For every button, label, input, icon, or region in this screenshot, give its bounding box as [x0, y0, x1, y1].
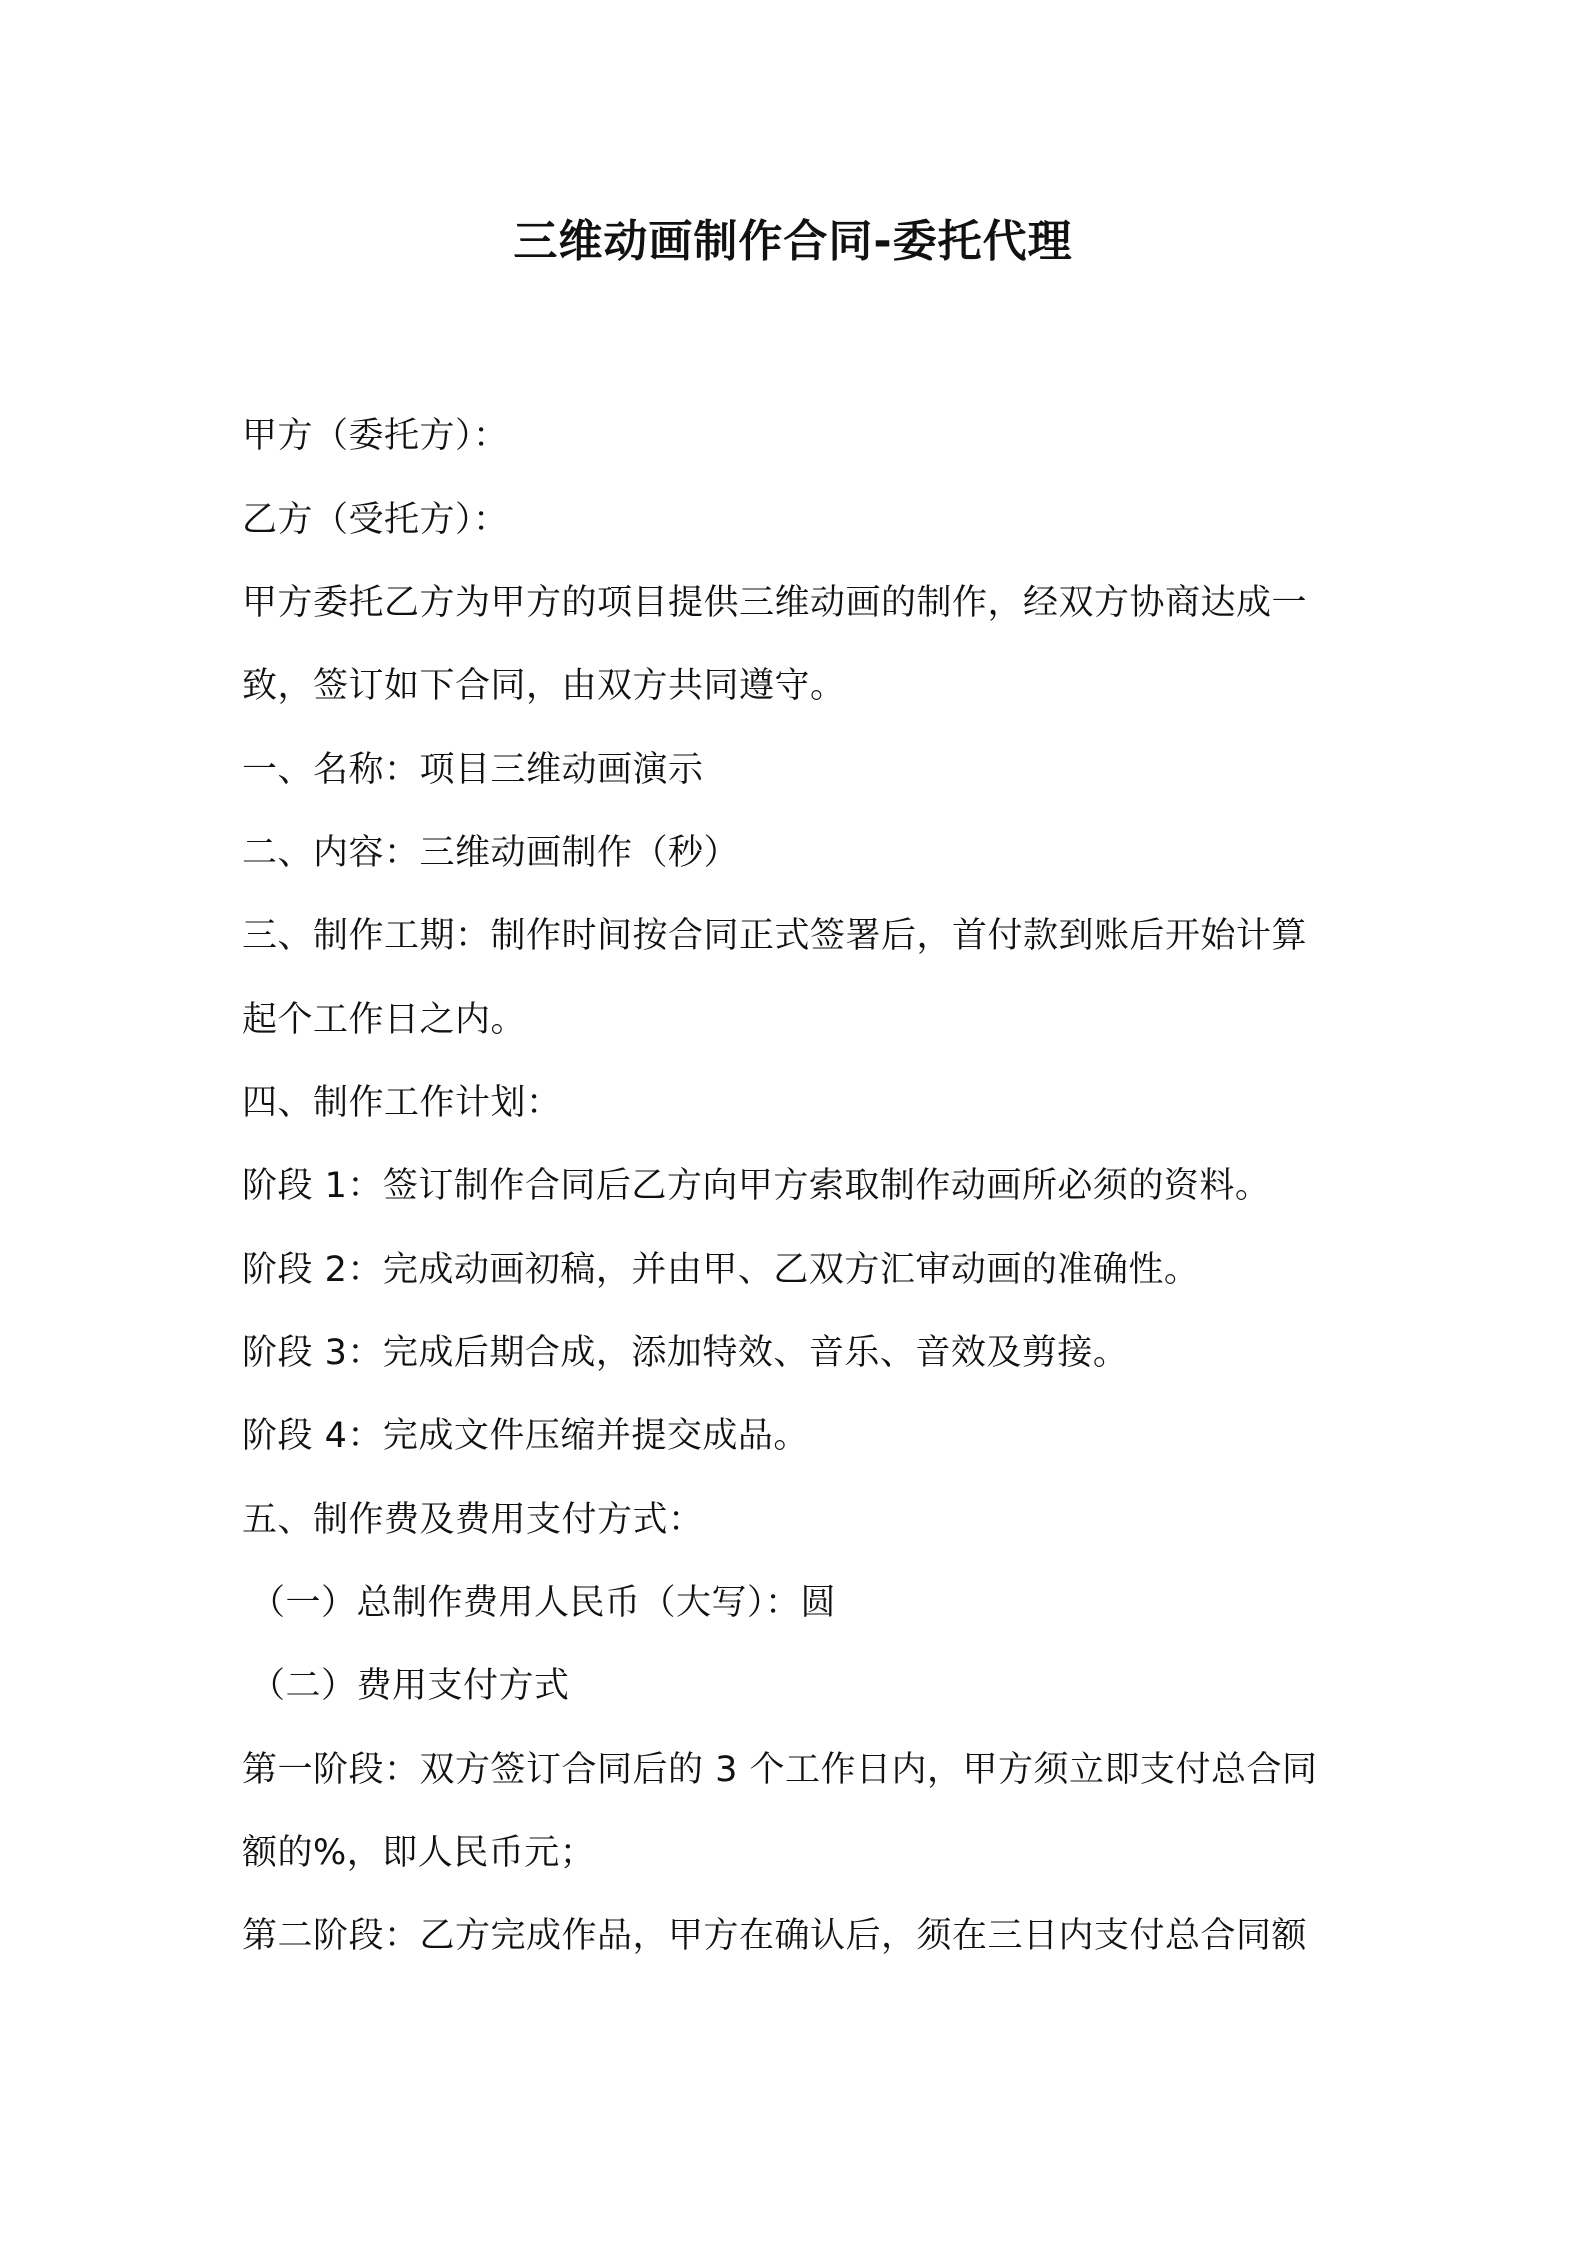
- preamble-line-1: 甲方委托乙方为甲方的项目提供三维动画的制作，经双方协商达成一: [242, 583, 1308, 623]
- stage-3: 阶段 3：完成后期合成，添加特效、音乐、音效及剪接。: [242, 1333, 1129, 1373]
- clause-1-name: 一、名称：项目三维动画演示: [242, 750, 704, 790]
- stage-4: 阶段 4：完成文件压缩并提交成品。: [242, 1416, 809, 1456]
- payment-phase-2-line-1: 第二阶段：乙方完成作品，甲方在确认后，须在三日内支付总合同额: [242, 1916, 1308, 1956]
- clause-3-period-line-2: 起个工作日之内。: [242, 1000, 527, 1040]
- party-b-line: 乙方（受托方）：: [242, 500, 509, 540]
- document-title: 三维动画制作合同-委托代理: [513, 216, 1073, 267]
- clause-5-fee-heading: 五、制作费及费用支付方式：: [242, 1500, 704, 1540]
- stage-2: 阶段 2：完成动画初稿，并由甲、乙双方汇审动画的准确性。: [242, 1250, 1200, 1290]
- clause-2-content: 二、内容：三维动画制作（秒）: [242, 833, 740, 873]
- clause-3-period-line-1: 三、制作工期：制作时间按合同正式签署后，首付款到账后开始计算: [242, 916, 1308, 956]
- payment-phase-1-line-2: 额的%，即人民币元；: [242, 1833, 596, 1873]
- payment-phase-1-line-1: 第一阶段：双方签订合同后的 3 个工作日内，甲方须立即支付总合同: [242, 1750, 1318, 1790]
- party-a-line: 甲方（委托方）：: [242, 416, 509, 456]
- preamble-line-2: 致，签订如下合同，由双方共同遵守。: [242, 666, 846, 706]
- fee-total: （一）总制作费用人民币（大写）：圆: [250, 1583, 837, 1623]
- fee-payment-method: （二）费用支付方式: [250, 1666, 570, 1706]
- clause-4-plan-heading: 四、制作工作计划：: [242, 1083, 562, 1123]
- stage-1: 阶段 1：签订制作合同后乙方向甲方索取制作动画所必须的资料。: [242, 1166, 1271, 1206]
